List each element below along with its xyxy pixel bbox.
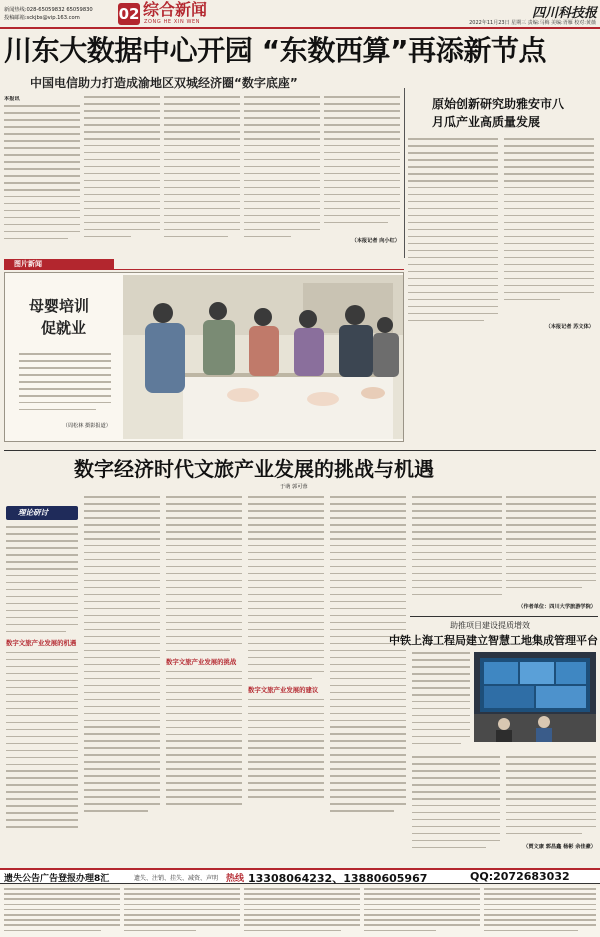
smart-site-box-rule	[410, 616, 598, 617]
feature-sub1: 数字文旅产业发展的机遇	[6, 638, 77, 647]
section-pinyin: ZONG HE XIN WEN	[144, 19, 201, 25]
classified-ads	[0, 886, 600, 937]
feature-col6	[412, 496, 502, 604]
photo-news-box	[4, 272, 404, 442]
feature-sub2: 数字文旅产业发展的挑战	[166, 657, 237, 666]
photo-caption: （周松林 摄影报道）	[62, 423, 111, 429]
smart-site-byline: （贾文康 郭昌鑫 杨彬 余佳豪）	[523, 844, 596, 850]
feature-top-rule	[4, 450, 596, 451]
smart-site-kicker: 助推项目建设提质增效	[450, 621, 530, 630]
dateline: 2022年11月23日 星期三 责编:马梅 美编:胥雁 校对:黄薇	[469, 20, 596, 26]
feature-col5	[330, 496, 406, 856]
page-number: 02	[118, 5, 140, 23]
classified-col2	[124, 888, 240, 936]
news2-title-line2: 月瓜产业高质量发展	[432, 115, 541, 129]
news2-col2	[504, 138, 594, 322]
lead-subheadline: 中国电信助力打造成渝地区双城经济圈“数字底座”	[30, 76, 298, 90]
footer-qq: QQ:2072683032	[470, 870, 570, 883]
feature-author: 于萌 郭可蓉	[280, 484, 308, 490]
lead-article-col3	[164, 96, 240, 252]
feature-col4	[248, 496, 324, 856]
footer-ad-sub: 遗失、注销、挂失、减资、声明	[134, 875, 219, 882]
feature-col2	[84, 496, 160, 856]
photo-image	[123, 275, 403, 439]
feature-sub3: 数字文旅产业发展的建议	[248, 685, 319, 694]
lead-tag: 本报讯	[4, 96, 20, 102]
masthead-logo: 四川科技报	[531, 6, 597, 21]
section-title: 综合新闻	[143, 0, 208, 19]
smart-site-headline: 中铁上海工程局建立智慧工地集成管理平台	[389, 634, 598, 647]
classified-col1	[4, 888, 120, 936]
news2-byline: （本报记者 苏文体）	[545, 324, 594, 330]
page-header	[0, 0, 600, 30]
smart-site-col3	[506, 756, 596, 842]
photo-headline-line2: 促就业	[41, 319, 87, 337]
lead-article-col4	[244, 96, 320, 252]
footer-hotline-label: 热线	[226, 874, 245, 884]
feature-col1	[6, 526, 78, 856]
feature-badge-text: 理论研讨	[18, 508, 48, 517]
news2-block	[408, 88, 596, 338]
lead-divider	[404, 88, 405, 258]
news2-col1	[408, 138, 498, 338]
lead-article-col1	[4, 96, 80, 252]
lead-article-col2	[84, 96, 160, 252]
hotline-text: 新闻热线:028-65059832 65059830	[4, 7, 93, 13]
header-rule	[0, 27, 600, 29]
smart-site-photo	[474, 652, 596, 742]
feature-headline: 数字经济时代文旅产业发展的挑战与机遇	[74, 457, 434, 481]
photo-news-rule	[114, 269, 404, 270]
footer-ad-label: 遗失公告广告登报办理8汇	[4, 874, 110, 884]
news2-title-line1: 原始创新研究助雅安市八	[432, 97, 565, 111]
monitoring-screen-photo	[474, 652, 596, 742]
photo-news-label: 图片新闻	[14, 260, 42, 268]
feature-unit: （作者单位：四川大学旅游学院）	[518, 604, 596, 610]
email-text: 投稿邮箱:sckjbs@vip.163.com	[4, 15, 80, 21]
smart-site-col1	[412, 652, 470, 752]
classified-col4	[364, 888, 480, 936]
feature-col3	[166, 496, 242, 856]
training-class-photo	[123, 275, 403, 439]
classified-col3	[244, 888, 360, 936]
lead-headline: 川东大数据中心开园 “东数西算”再添新节点	[4, 34, 547, 67]
photo-headline-line1: 母婴培训	[29, 297, 90, 315]
smart-site-col2	[412, 756, 500, 856]
photo-caption-text	[19, 353, 111, 423]
feature-col7	[506, 496, 596, 600]
classified-col5	[484, 888, 596, 936]
footer-phones: 13308064232、13880605967	[248, 872, 428, 885]
lead-article-col5	[324, 96, 400, 246]
lead-byline: （本报记者 向小红）	[351, 238, 400, 244]
footer-ad-bar	[0, 870, 600, 884]
